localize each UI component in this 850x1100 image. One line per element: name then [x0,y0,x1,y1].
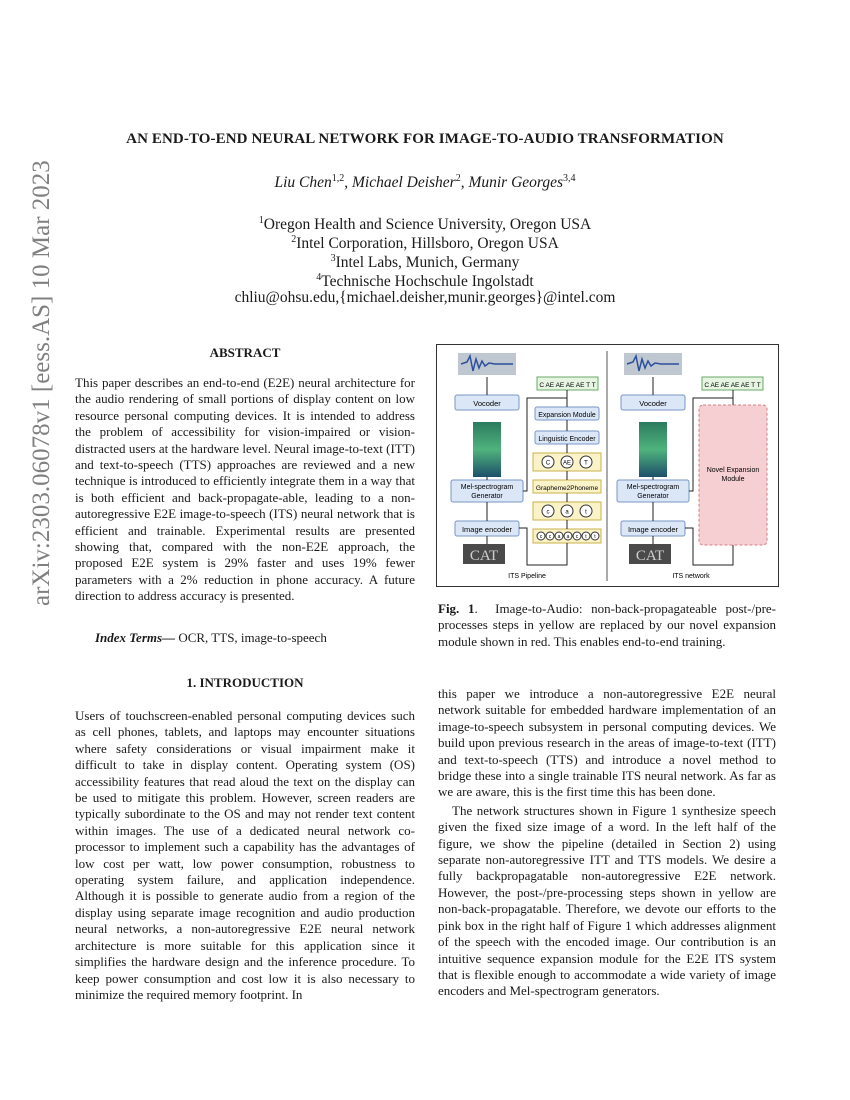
svg-text:Mel-spectrogram: Mel-spectrogram [626,484,680,491]
intro-text [75,708,415,1003]
index-terms [75,630,415,646]
right-column [438,686,776,1000]
aff-sup: 3 [330,253,336,264]
author-sup: 2 [455,173,461,184]
author-sup: 3,4 [563,173,576,184]
spectrogram-icon-right [639,422,667,477]
svg-text:AE: AE [562,460,572,467]
abstract-heading: ABSTRACT [209,345,281,360]
author-sup: 1,2 [331,173,345,184]
index-terms-label: Index Terms— [95,630,176,645]
intro-paragraph: Users of touchscreen-enabled personal computing devices such as cell phones, tablets, and laptops may encounter situations where safety considerations or visual impairment make it difficult to take in display content. Operating system (OS) accessibility features that read aloud the text on the display can be used to mitigate this problem. However, screen readers are typically subordinate to the OS and may not render text content within images. The use of a dedicated neural network co-processor to implement such a capability has the advantages of low cost per watt, low power consumption, robustness to operating system failure, and application independence. Although it is possible to generate audio from a region of the display using separate image recognition and audio production neural networks, a non-autoregressive E2E neural network architecture is more suitable for this application since it simplifies the hardware design and the inference procedure. To keep power consumption and cost low it is also necessary to minimize the required memory footprint. In [75,708,415,1002]
svg-text:C AE AE AE AE T T: C AE AE AE AE T T [704,382,761,389]
svg-text:Generator: Generator [637,493,669,500]
svg-text:T: T [584,460,588,467]
mel-label-1: Mel-spectrogram [460,484,514,491]
svg-text:a: a [565,509,569,516]
svg-text:C: C [545,460,551,467]
caption-text: Image-to-Audio: non-back-propagateable post-/pre-processes steps in yellow are replaced by our novel expansion module shown in red. This enables end-to-end training. [438,601,776,649]
svg-text:c: c [546,509,550,516]
right-paragraph-1: this paper we introduce a non-autoregressive E2E neural network suitable for embedded hardware implementation of an image-to-speech subsystem in personal computing devices. We build upon previous research in the areas of image-to-text (ITT) and text-to-speech (TTS) and introduce a novel method to bridge these into a single trainable ITS neural network. As far as we are aware, this is the first time this has been done. [438,686,776,800]
author-name: Liu Chen [274,174,332,192]
image-encoder-label-right: Image encoder [627,525,679,534]
left-label: ITS Pipeline [508,573,546,580]
aff-text: Intel Labs, Munich, Germany [335,254,520,272]
abstract-text [75,375,415,605]
svg-text:t: t [585,509,587,516]
image-encoder-label: Image encoder [461,525,513,534]
vocoder-label: Vocoder [473,399,501,408]
cat-text-right: CAT [635,548,665,564]
authors: Liu Chen$^{1,2}$, Michael Deisher$^2$, Munir Georges$^{3,4}$ [274,173,576,192]
aff-text: Oregon Health and Science University, Oregon USA [263,216,592,234]
mel-label-2: Generator [471,493,503,500]
emails: chliu@ohsu.edu,{michael.deisher,munir.georges}@intel.com [234,289,616,306]
vocoder-label-right: Vocoder [639,399,667,408]
g2p-label: Grapheme2Phoneme [535,485,599,492]
figure-caption: Fig. 1. Image-to-Audio: non-back-propagateable post-/pre-processes steps in yellow are replaced by our novel expansion module shown in red. This enables end-to-end training. [438,601,776,649]
novel-expansion-box [699,405,767,545]
expansion-label: Expansion Module [538,412,596,419]
figure-diagram [437,345,778,586]
svg-text:t: t [594,534,596,540]
author-name: Michael Deisher [351,174,456,192]
right-paragraph-2: The network structures shown in Figure 1 synthesize speech given the fixed size image of a word. In the left half of the figure, we show the pipeline (detailed in Section 2) using separate non-autoregressive ITT and TTS models. We desire a fully backpropagatable non-autoregressive E2E network. However, the post-/pre-processing steps shown in yellow are non-back-propagatable. Therefore, we devote our efforts to the pink box in the right half of Figure 1 which addresses alignment of the speech with the encoded image. Our contribution is an intuitive sequence expansion module for the E2E ITS system that is flexible enough to accommodate a wide variety of image encoders and Mel-spectrogram generators. [438,802,776,999]
svg-text:c: c [548,534,552,540]
aff-text: Intel Corporation, Hillsboro, Oregon USA [296,235,559,253]
author-name: Munir Georges [468,174,564,192]
phoneme-seq: C AE AE AE AE T T [539,382,596,389]
svg-text:a: a [566,534,570,540]
svg-text:c: c [575,534,579,540]
aff-sup: 1 [258,215,264,226]
novel-label-1: Novel Expansion [706,467,760,474]
linguistic-label: Linguistic Encoder [538,436,596,443]
aff-sup: 2 [291,234,297,245]
abstract-paragraph: This paper describes an end-to-end (E2E) neural architecture for the audio rendering of small portions of display content on low resource personal computing devices. It is intended to address the problem of accessibility for vision-impaired or vision-distracted users at the hardware level. Neural image-to-text (ITT) and text-to-speech (TTS) approaches are reviewed and a new technique is introduced to efficiently integrate them in a way that is both efficient and back-propagate-able, leading to a non-autoregressive E2E image-to-speech (ITS) neural network that is efficient and trainable. Experimental results are presented showing that, compared with the non-E2E approach, the proposed E2E system is 29% faster and uses 19% fewer parameters with a 2% reduction in phone accuracy. A future direction to address accuracy is presented. [75,375,415,604]
arxiv-sidebar: arXiv:2303.06078v1 [eess.AS] 10 Mar 2023 [28,160,55,606]
aff-sup: 4 [316,272,322,283]
novel-label-2: Module [721,476,745,483]
svg-text:t: t [585,534,587,540]
cat-text: CAT [469,548,499,564]
aff-text: Technische Hochschule Ingolstadt [321,273,534,291]
intro-heading: 1. INTRODUCTION [186,675,304,690]
spectrogram-icon [473,422,501,477]
svg-text:a: a [557,534,561,540]
caption-label: Fig. 1 [438,601,475,616]
paper-title: AN END-TO-END NEURAL NETWORK FOR IMAGE-TO-AUDIO TRANSFORMATION [126,131,724,147]
right-label: ITS network [672,573,710,580]
figure-1 [436,344,779,587]
svg-text:c: c [539,534,543,540]
index-terms-text: OCR, TTS, image-to-speech [178,630,327,645]
